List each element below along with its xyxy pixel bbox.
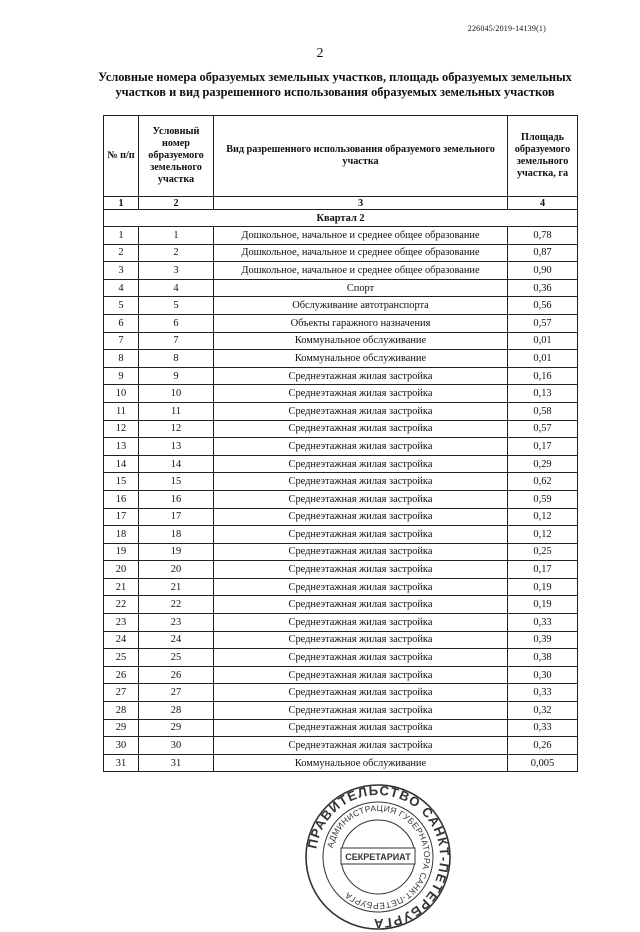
column-number: 4 xyxy=(508,197,578,210)
table-row xyxy=(104,684,578,702)
row-area: 0,17 xyxy=(508,438,578,456)
row-permitted-use: Дошкольное, начальное и среднее общее образование xyxy=(214,244,508,262)
row-parcel-number: 23 xyxy=(139,614,214,632)
row-index: 17 xyxy=(104,508,139,526)
row-index: 22 xyxy=(104,596,139,614)
row-area: 0,26 xyxy=(508,737,578,755)
row-area: 0,12 xyxy=(508,526,578,544)
row-parcel-number: 12 xyxy=(139,420,214,438)
row-parcel-number: 28 xyxy=(139,702,214,720)
row-index: 13 xyxy=(104,438,139,456)
row-area: 0,38 xyxy=(508,649,578,667)
row-area: 0,01 xyxy=(508,350,578,368)
row-area: 0,13 xyxy=(508,385,578,403)
page-title xyxy=(80,70,590,100)
row-permitted-use: Среднеэтажная жилая застройка xyxy=(214,578,508,596)
row-index: 21 xyxy=(104,578,139,596)
row-permitted-use: Среднеэтажная жилая застройка xyxy=(214,420,508,438)
header-permitted-use: Вид разрешенного использования образуемого земельного участка xyxy=(214,116,508,197)
row-area: 0,25 xyxy=(508,543,578,561)
row-parcel-number: 3 xyxy=(139,262,214,280)
row-parcel-number: 21 xyxy=(139,578,214,596)
row-parcel-number: 15 xyxy=(139,473,214,491)
row-index: 27 xyxy=(104,684,139,702)
row-index: 26 xyxy=(104,666,139,684)
row-parcel-number: 13 xyxy=(139,438,214,456)
header-area: Площадь образуемого земельного участка, га xyxy=(508,116,578,197)
row-index: 28 xyxy=(104,702,139,720)
row-permitted-use: Среднеэтажная жилая застройка xyxy=(214,438,508,456)
table-row xyxy=(104,297,578,315)
row-permitted-use: Среднеэтажная жилая застройка xyxy=(214,543,508,561)
row-index: 16 xyxy=(104,490,139,508)
row-permitted-use: Среднеэтажная жилая застройка xyxy=(214,631,508,649)
row-parcel-number: 17 xyxy=(139,508,214,526)
row-area: 0,57 xyxy=(508,314,578,332)
row-area: 0,58 xyxy=(508,402,578,420)
title-line-1: Условные номера образуемых земельных участков, площадь образуемых земельных xyxy=(98,70,572,84)
row-permitted-use: Среднеэтажная жилая застройка xyxy=(214,614,508,632)
column-number: 3 xyxy=(214,197,508,210)
row-index: 29 xyxy=(104,719,139,737)
row-index: 30 xyxy=(104,737,139,755)
table-header-row xyxy=(104,116,578,197)
row-permitted-use: Среднеэтажная жилая застройка xyxy=(214,649,508,667)
table-row xyxy=(104,227,578,245)
column-numbers-row xyxy=(104,197,578,210)
table-row xyxy=(104,596,578,614)
group-label: Квартал 2 xyxy=(104,210,578,227)
table-row xyxy=(104,350,578,368)
table-row xyxy=(104,332,578,350)
row-permitted-use: Коммунальное обслуживание xyxy=(214,350,508,368)
row-index: 12 xyxy=(104,420,139,438)
table-row xyxy=(104,578,578,596)
row-permitted-use: Среднеэтажная жилая застройка xyxy=(214,666,508,684)
row-parcel-number: 19 xyxy=(139,543,214,561)
table-row xyxy=(104,385,578,403)
table-row xyxy=(104,526,578,544)
table-row xyxy=(104,649,578,667)
table-row xyxy=(104,420,578,438)
row-area: 0,59 xyxy=(508,490,578,508)
row-permitted-use: Среднеэтажная жилая застройка xyxy=(214,508,508,526)
table-row xyxy=(104,244,578,262)
row-area: 0,57 xyxy=(508,420,578,438)
row-permitted-use: Среднеэтажная жилая застройка xyxy=(214,402,508,420)
table-row xyxy=(104,561,578,579)
row-permitted-use: Среднеэтажная жилая застройка xyxy=(214,719,508,737)
row-area: 0,29 xyxy=(508,455,578,473)
row-index: 11 xyxy=(104,402,139,420)
row-parcel-number: 14 xyxy=(139,455,214,473)
row-permitted-use: Среднеэтажная жилая застройка xyxy=(214,596,508,614)
row-area: 0,56 xyxy=(508,297,578,315)
row-parcel-number: 2 xyxy=(139,244,214,262)
row-permitted-use: Среднеэтажная жилая застройка xyxy=(214,367,508,385)
row-index: 23 xyxy=(104,614,139,632)
row-permitted-use: Коммунальное обслуживание xyxy=(214,332,508,350)
table-row xyxy=(104,262,578,280)
table-row xyxy=(104,402,578,420)
row-index: 18 xyxy=(104,526,139,544)
row-index: 20 xyxy=(104,561,139,579)
table-row xyxy=(104,367,578,385)
page-number: 2 xyxy=(316,46,324,61)
row-parcel-number: 20 xyxy=(139,561,214,579)
table-row xyxy=(104,508,578,526)
row-index: 24 xyxy=(104,631,139,649)
row-area: 0,33 xyxy=(508,684,578,702)
row-parcel-number: 6 xyxy=(139,314,214,332)
row-permitted-use: Среднеэтажная жилая застройка xyxy=(214,473,508,491)
row-index: 15 xyxy=(104,473,139,491)
row-index: 1 xyxy=(104,227,139,245)
row-permitted-use: Среднеэтажная жилая застройка xyxy=(214,526,508,544)
row-parcel-number: 25 xyxy=(139,649,214,667)
row-area: 0,39 xyxy=(508,631,578,649)
table-row xyxy=(104,702,578,720)
row-parcel-number: 30 xyxy=(139,737,214,755)
table-row xyxy=(104,631,578,649)
table-row xyxy=(104,719,578,737)
row-permitted-use: Среднеэтажная жилая застройка xyxy=(214,385,508,403)
document-code: 226045/2019-14139(1) xyxy=(467,24,546,33)
row-index: 8 xyxy=(104,350,139,368)
seal-inner-text: АДМИНИСТРАЦИЯ ГУБЕРНАТОРА САНКТ-ПЕТЕРБУРГА xyxy=(324,802,433,912)
table-row xyxy=(104,543,578,561)
row-index: 4 xyxy=(104,279,139,297)
row-parcel-number: 4 xyxy=(139,279,214,297)
table-row xyxy=(104,737,578,755)
row-permitted-use: Объекты гаражного назначения xyxy=(214,314,508,332)
row-permitted-use: Обслуживание автотранспорта xyxy=(214,297,508,315)
row-index: 5 xyxy=(104,297,139,315)
row-area: 0,87 xyxy=(508,244,578,262)
row-index: 2 xyxy=(104,244,139,262)
row-permitted-use: Дошкольное, начальное и среднее общее образование xyxy=(214,262,508,280)
group-row xyxy=(104,210,578,227)
table-row xyxy=(104,314,578,332)
row-area: 0,62 xyxy=(508,473,578,491)
row-parcel-number: 10 xyxy=(139,385,214,403)
header-index: № п/п xyxy=(104,116,139,197)
table-row xyxy=(104,473,578,491)
row-area: 0,16 xyxy=(508,367,578,385)
row-parcel-number: 29 xyxy=(139,719,214,737)
row-index: 14 xyxy=(104,455,139,473)
row-parcel-number: 24 xyxy=(139,631,214,649)
row-parcel-number: 26 xyxy=(139,666,214,684)
row-index: 19 xyxy=(104,543,139,561)
header-parcel-number: Условный номер образуемого земельного участка xyxy=(139,116,214,197)
row-permitted-use: Среднеэтажная жилая застройка xyxy=(214,702,508,720)
row-permitted-use: Среднеэтажная жилая застройка xyxy=(214,684,508,702)
table-row xyxy=(104,490,578,508)
row-area: 0,30 xyxy=(508,666,578,684)
row-area: 0,33 xyxy=(508,719,578,737)
table-row xyxy=(104,754,578,772)
row-permitted-use: Среднеэтажная жилая застройка xyxy=(214,561,508,579)
row-permitted-use: Коммунальное обслуживание xyxy=(214,754,508,772)
row-area: 0,78 xyxy=(508,227,578,245)
row-parcel-number: 22 xyxy=(139,596,214,614)
row-parcel-number: 9 xyxy=(139,367,214,385)
row-parcel-number: 11 xyxy=(139,402,214,420)
row-index: 10 xyxy=(104,385,139,403)
row-area: 0,33 xyxy=(508,614,578,632)
row-index: 6 xyxy=(104,314,139,332)
row-index: 9 xyxy=(104,367,139,385)
row-permitted-use: Среднеэтажная жилая застройка xyxy=(214,455,508,473)
row-parcel-number: 7 xyxy=(139,332,214,350)
title-line-2: участков и вид разрешенного использования образуемых земельных участков xyxy=(115,85,555,99)
seal-outer-text: ПРАВИТЕЛЬСТВО САНКТ-ПЕТЕРБУРГА xyxy=(304,782,453,932)
row-permitted-use: Дошкольное, начальное и среднее общее образование xyxy=(214,227,508,245)
official-seal-stamp xyxy=(303,782,453,932)
row-permitted-use: Среднеэтажная жилая застройка xyxy=(214,490,508,508)
row-area: 0,19 xyxy=(508,596,578,614)
row-parcel-number: 1 xyxy=(139,227,214,245)
row-area: 0,17 xyxy=(508,561,578,579)
row-area: 0,32 xyxy=(508,702,578,720)
column-number: 2 xyxy=(139,197,214,210)
table-row xyxy=(104,455,578,473)
row-parcel-number: 31 xyxy=(139,754,214,772)
table-row xyxy=(104,279,578,297)
row-area: 0,19 xyxy=(508,578,578,596)
table-row xyxy=(104,614,578,632)
row-index: 31 xyxy=(104,754,139,772)
row-area: 0,005 xyxy=(508,754,578,772)
row-index: 7 xyxy=(104,332,139,350)
row-area: 0,90 xyxy=(508,262,578,280)
row-parcel-number: 8 xyxy=(139,350,214,368)
row-index: 25 xyxy=(104,649,139,667)
row-parcel-number: 27 xyxy=(139,684,214,702)
row-permitted-use: Среднеэтажная жилая застройка xyxy=(214,737,508,755)
row-parcel-number: 16 xyxy=(139,490,214,508)
table-row xyxy=(104,438,578,456)
row-area: 0,36 xyxy=(508,279,578,297)
row-parcel-number: 18 xyxy=(139,526,214,544)
row-index: 3 xyxy=(104,262,139,280)
parcels-table xyxy=(103,115,578,772)
seal-center-text: СЕКРЕТАРИАТ xyxy=(345,852,411,862)
row-permitted-use: Спорт xyxy=(214,279,508,297)
column-number: 1 xyxy=(104,197,139,210)
row-area: 0,12 xyxy=(508,508,578,526)
table-row xyxy=(104,666,578,684)
row-area: 0,01 xyxy=(508,332,578,350)
row-parcel-number: 5 xyxy=(139,297,214,315)
